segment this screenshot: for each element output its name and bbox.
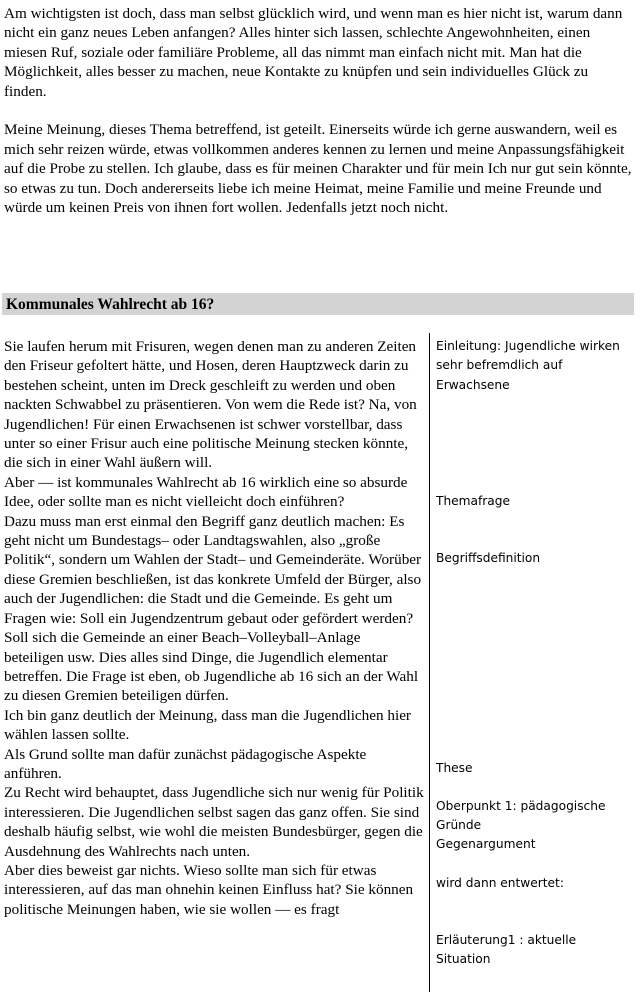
body-paragraph-1: Sie laufen herum mit Frisuren, wegen denen man zu anderen Zeiten den Friseur gefoltert hätte, und Hosen, deren Hauptzweck darin zu bestehen scheint, unten im Dreck geschleift zu werden und oben nackten Schwabbel zu präsentieren. Von wem die Rede ist? Na, von Jugendlichen! Für einen Erwachsenen ist schwer vorstellbar, dass unter so einer Frisur auch eine politische Meinung stecken könnte, die sich in einer Wahl äußern will.	[4, 338, 417, 472]
margin-note-entwertet: wird dann entwertet:	[436, 876, 564, 890]
body-paragraph-7: Aber dies beweist gar nichts. Wieso sollte man sich für etwas interessieren, auf das man ohnehin keinen Einfluss hat? Sie können politische Meinungen haben, wie sie wollen — es fragt	[4, 861, 414, 918]
section-heading-bar	[2, 293, 634, 315]
margin-note-themafrage: Themafrage	[436, 494, 511, 508]
margin-note-begriffsdefinition: Begriffsdefinition	[436, 551, 541, 565]
margin-note-erlaeuterung: Erläuterung1 : aktuelle Situation	[436, 933, 577, 967]
body-paragraph-5: Als Grund sollte man dafür zunächst pädagogische Aspekte anführen.	[4, 745, 367, 782]
margin-note-these: These	[436, 761, 473, 775]
intro-paragraph-1: Am wichtigsten ist doch, dass man selbst glücklich wird, und wenn man es hier nicht ist, warum dann nicht ein ganz neues Leben anfangen? Alles hinter sich lassen, schlechte Angewohnheiten, einen miesen Ruf, soziale oder familiäre Probleme, all das nimmt man einfach nicht mit. Man hat die Möglichkeit, alles besser zu machen, neue Kontakte zu knüpfen und sein individuelles Glück zu finden.	[4, 5, 623, 100]
body-paragraph-4: Ich bin ganz deutlich der Meinung, dass man die Jugendlichen hier wählen lassen sollte.	[4, 706, 411, 744]
margin-note-oberpunkt: Oberpunkt 1: pädagogische Gründe	[436, 799, 606, 833]
body-paragraph-6: Zu Recht wird behauptet, dass Jugendliche sich nur wenig für Politik interessieren. Die Jugendlichen selbst sagen das ganz offen. Sie sind deshalb häufig selbst, wie wohl die meisten Bundesbürger, gegen die Ausdehnung des Wahlrechts nach unten.	[4, 784, 424, 860]
margin-note-einleitung: Einleitung: Jugendliche wirken sehr befremdlich auf Erwachsene	[436, 339, 620, 392]
essay-body	[4, 337, 424, 919]
intro-paragraph-2: Meine Meinung, dieses Thema betreffend, ist geteilt. Einerseits würde ich gerne auswandern, weil es mich sehr reizen würde, etwas vollkommen anderes kennen zu lernen und meine Anpassungsfähigkeit auf die Probe zu stellen. Ich glaube, dass es für meinen Charakter und für mein Ich nur gut sein könnte, so etwas zu tun. Doch andererseits liebe ich meine Heimat, meine Familie und meine Freunde und würde um keinen Preis von ihnen fort wollen. Jedenfalls jetzt noch nicht.	[4, 121, 632, 217]
body-paragraph-3: Dazu muss man erst einmal den Begriff ganz deutlich machen: Es geht nicht um Bundestags– oder Landtagswahlen, also „große Politik“, sondern um Wahlen der Stadt– und Gemeinderäte. Worüber diese Gremien beschließen, ist das konkrete Umfeld der Bürger, also auch der Jugendlichen: die Stadt und die Gemeinde. Es geht um Fragen wie: Soll ein Jugendzentrum gebaut oder gefördert werden? Soll sich die Gemeinde an einer Beach–Volleyball–Anlage beteiligen usw. Dies alles sind Dinge, die Jugendlich elementar betreffen. Die Frage ist eben, ob Jugendliche ab 16 sich an der Wahl zu diesen Gremien beteiligen dürfen.	[4, 512, 422, 705]
column-divider	[429, 333, 430, 992]
margin-note-gegenargument: Gegenargument	[436, 837, 536, 851]
intro-text	[4, 4, 632, 237]
section-heading: Kommunales Wahlrecht ab 16?	[6, 296, 215, 313]
body-paragraph-2: Aber — ist kommunales Wahlrecht ab 16 wirklich eine so absurde Idee, oder sollte man es nicht vielleicht doch einführen?	[4, 473, 408, 511]
